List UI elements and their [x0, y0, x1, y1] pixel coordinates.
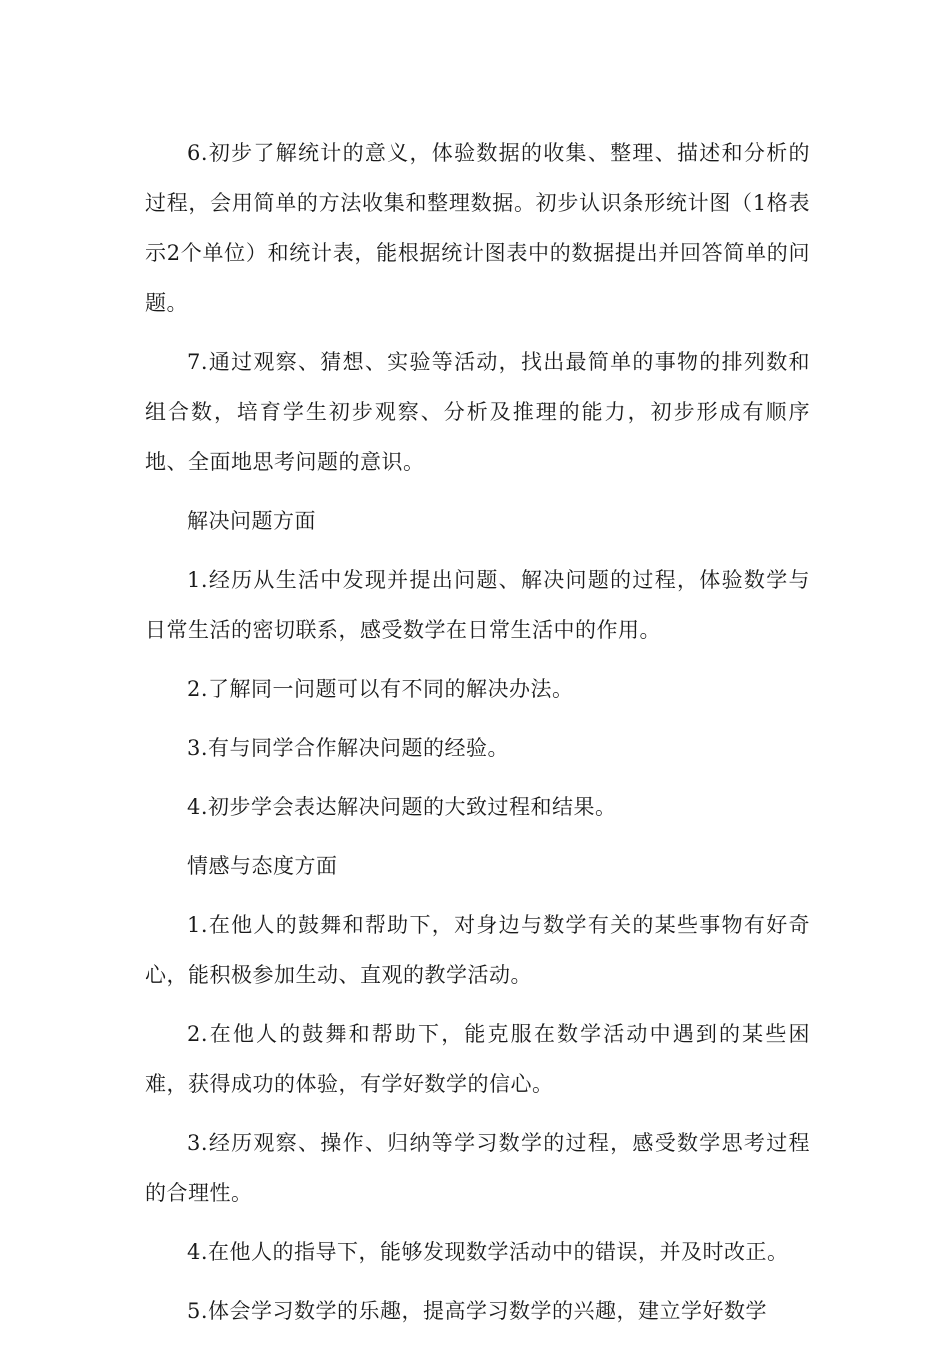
paragraph-arrangement: 7.通过观察、猜想、实验等活动，找出最简单的事物的排列数和组合数，培育学生初步观察、分析及推理的能力，初步形成有顺序地、全面地思考问题的意识。: [145, 350, 810, 474]
paragraph-problem-solving-4: 4.初步学会表达解决问题的大致过程和结果。: [187, 795, 617, 819]
paragraph-attitude-5: 5.体会学习数学的乐趣，提高学习数学的兴趣，建立学好数学: [187, 1299, 768, 1323]
paragraph-attitude-1: 1.在他人的鼓舞和帮助下，对身边与数学有关的某些事物有好奇心，能积极参加生动、直观的教学活动。: [145, 913, 810, 987]
paragraph-attitude-3: 3.经历观察、操作、归纳等学习数学的过程，感受数学思考过程的合理性。: [145, 1131, 810, 1205]
document-body: [145, 128, 810, 1345]
paragraph-attitude-2: 2.在他人的鼓舞和帮助下，能克服在数学活动中遇到的某些困难，获得成功的体验，有学好数学的信心。: [145, 1022, 810, 1096]
paragraph-statistics: 6.初步了解统计的意义，体验数据的收集、整理、描述和分析的过程，会用简单的方法收集和整理数据。初步认识条形统计图（1格表示2个单位）和统计表，能根据统计图表中的数据提出并回答简单的问题。: [145, 141, 810, 315]
paragraph-problem-solving-3: 3.有与同学合作解决问题的经验。: [187, 736, 510, 760]
paragraph-problem-solving-2: 2.了解同一问题可以有不同的解决办法。: [187, 677, 574, 701]
section-heading-attitude: 情感与态度方面: [187, 854, 338, 878]
paragraph-attitude-4: 4.在他人的指导下，能够发现数学活动中的错误，并及时改正。: [187, 1240, 789, 1264]
paragraph-problem-solving-1: 1.经历从生活中发现并提出问题、解决问题的过程，体验数学与日常生活的密切联系，感受数学在日常生活中的作用。: [145, 568, 810, 642]
section-heading-problem-solving: 解决问题方面: [187, 509, 316, 533]
